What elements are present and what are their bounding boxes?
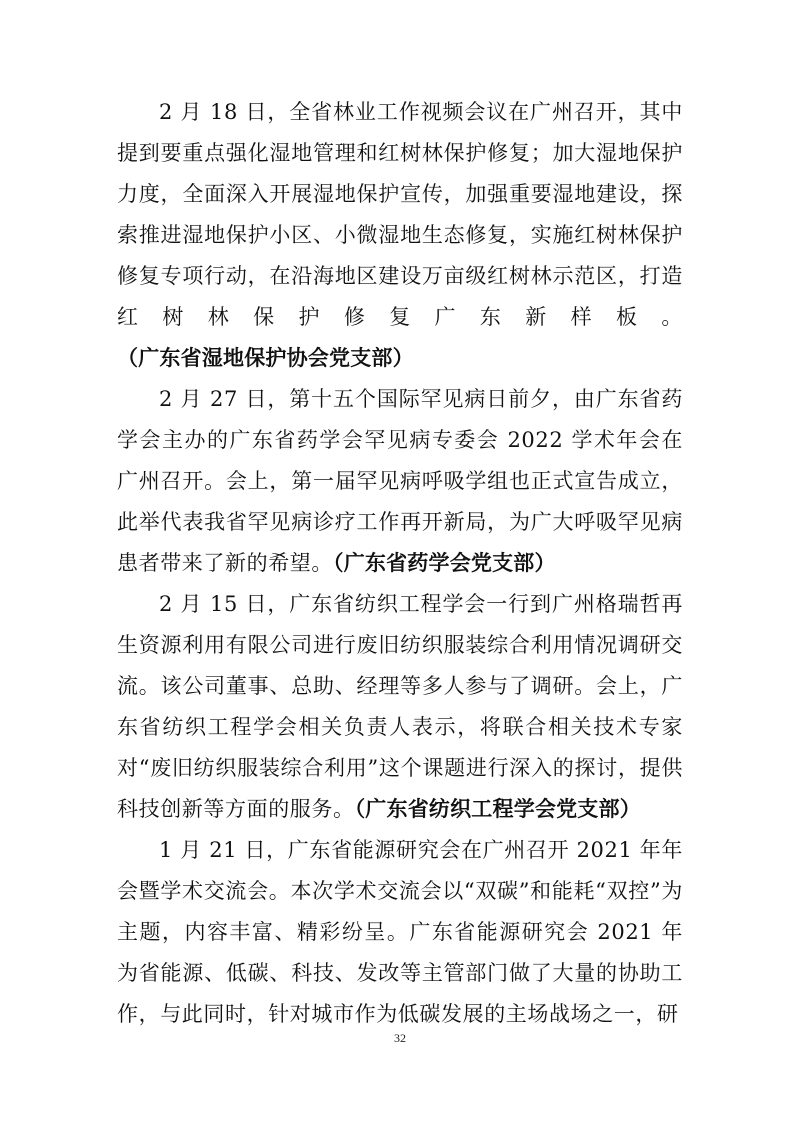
paragraph-text: 2 月 18 日，全省林业工作视频会议在广州召开，其中提到要重点强化湿地管理和红树林保护修复；加大湿地保护力度，全面深入开展湿地保护宣传，加强重要湿地建设，探索推进湿地保护小区、小微湿地生态修复，实施红树林保护修复专项行动，在沿海地区建设万亩级红树林示范区，打造红树林保护修复广东新样板。 — [117, 100, 683, 329]
paragraph-source: （广东省纺织工程学会党支部） — [354, 797, 641, 821]
paragraph-energy — [117, 830, 683, 1035]
paragraph-rare-disease — [117, 379, 683, 584]
page-number: 32 — [394, 1031, 406, 1045]
paragraph-textile — [117, 584, 683, 830]
page-body — [117, 92, 683, 1035]
paragraph-text: 2 月 15 日，广东省纺织工程学会一行到广州格瑞哲再生资源利用有限公司进行废旧纺织服装综合利用情况调研交流。该公司董事、总助、经理等多人参与了调研。会上，广东省纺织工程学会相关负责人表示，将联合相关技术专家对“废旧纺织服装综合利用”这个课题进行深入的探讨，提供科技创新等方面的服务。 — [117, 592, 683, 821]
paragraph-source: （广东省药学会党支部） — [333, 551, 556, 575]
paragraph-source: （广东省湿地保护协会党支部） — [117, 346, 414, 370]
paragraph-wetland-forestry — [117, 92, 683, 379]
paragraph-text: 1 月 21 日，广东省能源研究会在广州召开 2021 年年会暨学术交流会。本次学术交流会以“双碳”和能耗“双控”为主题，内容丰富、精彩纷呈。广东省能源研究会 2021 年为省能源、低碳、科技、发改等主管部门做了大量的协助工作，与此同时，针对城市作为低碳发展的主场战场之一，研 — [117, 838, 683, 1026]
paragraph-text: 2 月 27 日，第十五个国际罕见病日前夕，由广东省药学会主办的广东省药学会罕见病专委会 2022 学术年会在广州召开。会上，第一届罕见病呼吸学组也正式宣告成立，此举代表我省罕见病诊疗工作再开新局，为广大呼吸罕见病患者带来了新的希望。 — [117, 387, 683, 575]
